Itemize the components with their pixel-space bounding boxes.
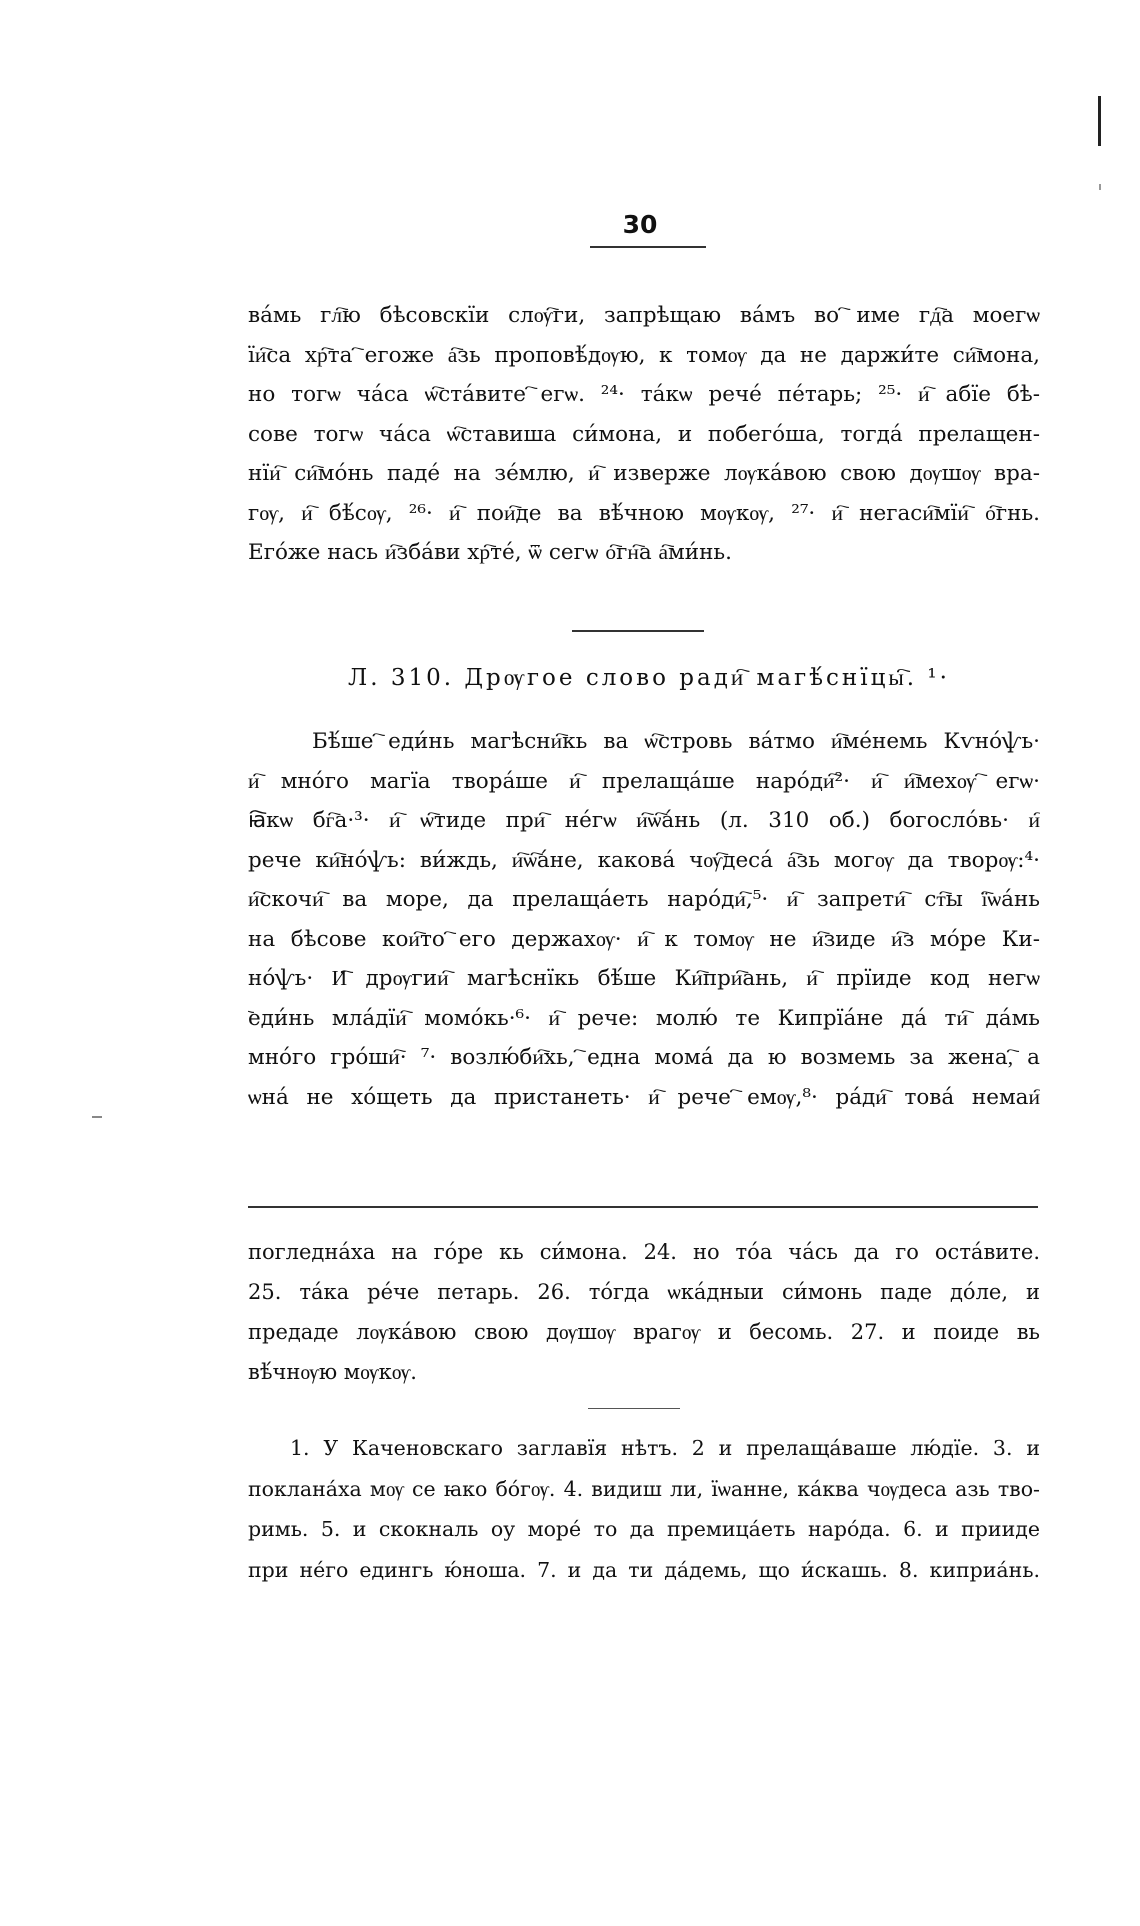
text-line: вѣ́чнѹю мѹкѹ. — [248, 1360, 417, 1384]
section-heading: Л. 310. Дрѹгое слово ради҇ магѣ́снїцы҇. ¹· — [348, 665, 950, 691]
text-line: ва́мь гл҇ю бѣсовскїи слѹ҇ги, запрѣщаю ва́мъ во ҇име гд҇а моегѡ — [248, 303, 1040, 328]
text-line: ҇еди́нь мла́дїи҇ момо́кь·⁶· и҇ рече: молю́ те Кипрїа́не да́ ти҇ да́мь — [248, 1005, 1040, 1031]
footnote-divider — [248, 1206, 1038, 1208]
page-number: 30 — [622, 210, 658, 239]
text-line: и҇скочи҇ ва море, да прелаща́еть наро́ди҇,⁵· и҇ запрети҇ ст҇ы ї҇ѡа́нь — [248, 887, 1040, 912]
short-divider — [588, 1408, 680, 1409]
text-line: но тогѡ ча́са ѡ҇ста́вите ҇егѡ. ²⁴· та́кѡ рече́ пе́тарь; ²⁵· и҇ абїе бѣ- — [248, 382, 1040, 407]
text-line: на бѣсове кои҇то ҇его держахѹ· и҇ к томѹ не и҇зиде и҇з мо́ре Ки- — [248, 926, 1040, 952]
text-line: ꙗ҇кѡ бг҇а·³· и҇ ѡ҇тиде при҇ не́гѡ и҇ѡ҇а́нь (л. 310 об.) богосло́вь· и҇ — [248, 808, 1040, 833]
footnotes — [248, 1428, 1040, 1590]
page-number-rule — [590, 246, 706, 248]
text-line: сове тогѡ ча́са ѡ҇ставиша си́мона, и побего́ша, тогда́ прелащен- — [248, 421, 1040, 447]
margin-mark — [1098, 96, 1101, 146]
footnote-line: при не́го едингь ю́ноша. 7. и да ти да́демь, що и́скашь. 8. киприа́нь. — [248, 1557, 1040, 1582]
text-line: погледна́ха на го́ре кь си́мона. 24. но то́а ча́сь да го оста́вите. — [248, 1240, 1040, 1264]
text-line: їи҇са хр҇та ҇егоже а҇зь проповѣ́дѹю, к томѹ да не даржи́те си҇мона, — [248, 342, 1040, 368]
text-line: мно́го гро́ши҇· ⁷· возлю́би҇хь, ҇една мома́ да ю возмемь за жена,҇ а — [248, 1045, 1040, 1070]
parallel-text — [248, 1232, 1040, 1392]
text-line: и҇ мно́го магїа твора́ше и҇ прелаща́ше наро́ди҇²· и҇ и҇мехѹ ҇егѡ· — [248, 768, 1040, 794]
footnote-line: поклана́ха мѹ се ꙗко бо́гѹ. 4. видиш ли, їѡанне, ка́ква чѹдеса азь тво- — [248, 1476, 1040, 1501]
text-line: предаде лѹка́вою свою дѹшѹ врагѹ и бесомь. 27. и поиде вь — [248, 1320, 1040, 1344]
text-line: ѡна́ не хо́щеть да пристанеть· и҇ рече ҇емѹ,⁸· ра́ди҇ това́ немаи҇ — [248, 1084, 1040, 1110]
section-divider — [572, 630, 704, 632]
text-line: нїи҇ си҇мо́нь паде́ на зе́млю, и҇ изверже лѹка́вою свою дѹшѹ вра- — [248, 461, 1040, 486]
text-line: Бѣ́ше ҇еди́нь магѣсни҇кь ва ѡ҇стровь ва́тмо и҇ме́немь Кѵно́ѱь· — [312, 729, 1040, 754]
text-line: 25. та́ка ре́че петарь. 26. то́гда ѡка́дныи си́монь паде до́ле, и — [248, 1280, 1040, 1304]
footnote-line: 1. У Каченовскаго заглавїя нѣтъ. 2 и прелаща́ваше лю́дїе. 3. и — [290, 1436, 1040, 1460]
margin-dot — [1099, 184, 1101, 190]
text-line: гѹ, и҇ бѣ́сѹ, ²⁶· и҇ пои҇де ва вѣ́чною мѹкѹ, ²⁷· и҇ негаси҇мїи҇ о҇гнь. — [248, 500, 1040, 526]
footnote-line: римь. 5. и скокналь оу море́ то да премица́еть наро́да. 6. и прииде — [248, 1517, 1040, 1541]
text-line: Его́же нась и҇зба́ви хр҇те́, ѿ сегѡ о҇гн҇а а҇ми́нь. — [248, 540, 732, 565]
main-text-top — [248, 296, 1040, 573]
text-line: рече ки҇но́ѱь: ви́ждь, и҇ѡ҇а́не, какова́ чѹ҇деса́ а҇зь могѹ да творѹ:⁴· — [248, 847, 1040, 873]
text-line: но́ѱь· И҇ дрѹгии҇ магѣснїкь бѣ́ше Ки҇при҇ань, и҇ прїиде код негѡ — [248, 966, 1040, 991]
main-text-body — [248, 722, 1040, 1117]
stray-mark — [92, 1116, 102, 1118]
